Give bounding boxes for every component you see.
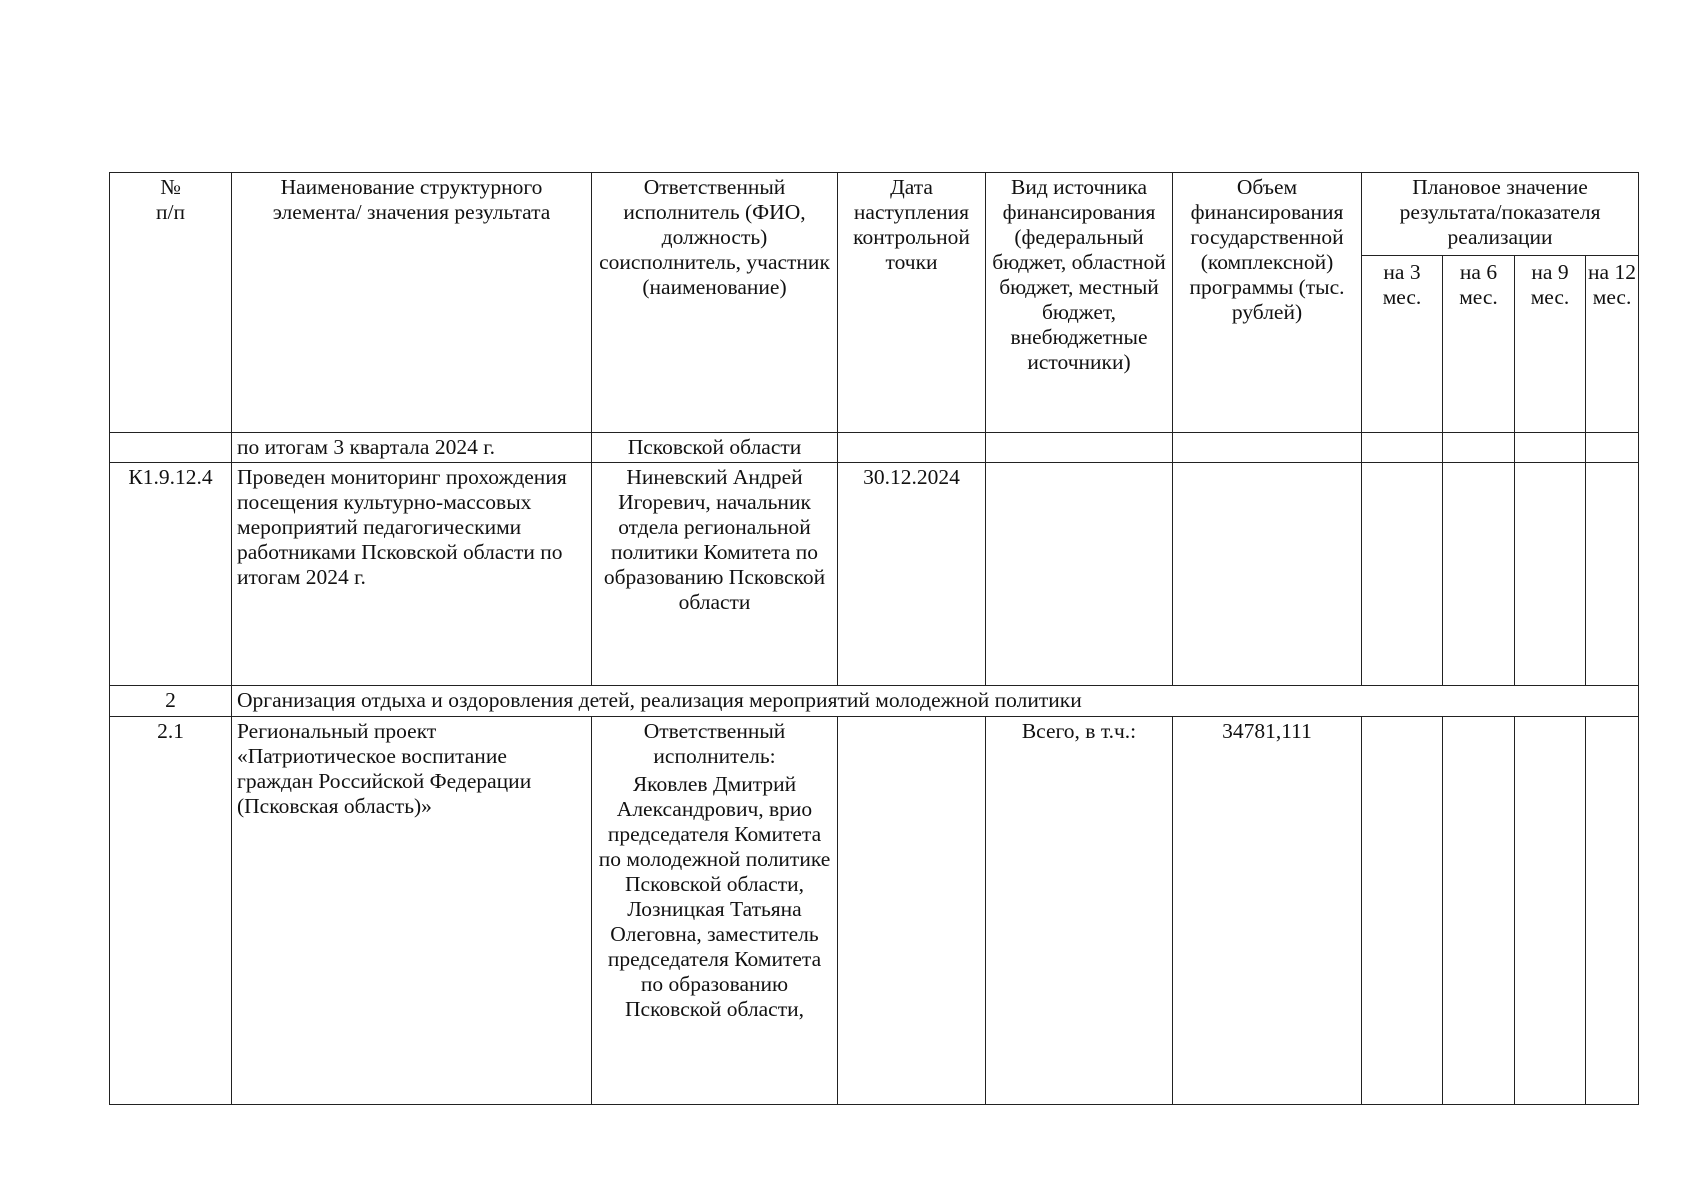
row-plan-3 [1362,717,1443,1105]
row-volume [1173,433,1362,463]
row-responsible: Ниневский Андрей Игоревич, начальник отдела региональной политики Комитета по образованию Псковской области [592,463,838,686]
row-num: К1.9.12.4 [110,463,232,686]
header-row [110,173,1639,256]
row-name: по итогам 3 квартала 2024 г. [232,433,592,463]
row-num [110,433,232,463]
row-plan-6 [1443,433,1515,463]
header-volume: Объем финансирования государственной (комплексной) программы (тыс. рублей) [1173,173,1362,433]
row-date: 30.12.2024 [838,463,986,686]
row-source [986,433,1173,463]
row-source [986,463,1173,686]
header-responsible: Ответственный исполнитель (ФИО, должность) соисполнитель, участник (наименование) [592,173,838,433]
header-plan: Плановое значение результата/показателя реализации [1362,173,1639,256]
row-num: 2.1 [110,717,232,1105]
row-plan-9 [1515,433,1586,463]
table-row [110,433,1639,463]
table-row [110,463,1639,686]
row-responsible [592,717,838,1105]
row-source: Всего, в т.ч.: [986,717,1173,1105]
row-plan-9 [1515,463,1586,686]
section-title: Организация отдыха и оздоровления детей, реализация мероприятий молодежной политики [232,686,1639,717]
row-plan-12 [1586,717,1639,1105]
header-name: Наименование структурного элемента/ значения результата [232,173,592,433]
row-plan-3 [1362,463,1443,686]
row-name: Проведен мониторинг прохождения посещения культурно-массовых мероприятий педагогическими работниками Псковской области по итогам 2024 г. [232,463,592,686]
header-plan-9: на 9 мес. [1515,256,1586,433]
row-plan-3 [1362,433,1443,463]
row-date [838,717,986,1105]
row-plan-9 [1515,717,1586,1105]
responsible-text: Яковлев Дмитрий Александрович, врио председателя Комитета по молодежной политике Псковской области, Лозницкая Татьяна Олеговна, заместитель председателя Комитета по образованию Псковской области, [598,772,831,1021]
row-name: Региональный проект «Патриотическое воспитание граждан Российской Федерации (Псковская область)» [232,717,592,1105]
row-date [838,433,986,463]
row-plan-6 [1443,717,1515,1105]
header-plan-12: на 12 мес. [1586,256,1639,433]
row-plan-12 [1586,433,1639,463]
row-volume: 34781,111 [1173,717,1362,1105]
plan-table [109,172,1639,1105]
row-volume [1173,463,1362,686]
section-num: 2 [110,686,232,717]
section-row [110,686,1639,717]
header-num: № п/п [110,173,232,433]
header-source: Вид источника финансирования (федеральный бюджет, областной бюджет, местный бюджет, внебюджетные источники) [986,173,1173,433]
row-plan-6 [1443,463,1515,686]
header-date: Дата наступления контрольной точки [838,173,986,433]
header-plan-3: на 3 мес. [1362,256,1443,433]
row-plan-12 [1586,463,1639,686]
row-responsible: Псковской области [592,433,838,463]
header-plan-6: на 6 мес. [1443,256,1515,433]
table-row [110,717,1639,1105]
responsible-heading: Ответственный исполнитель: [643,719,786,768]
